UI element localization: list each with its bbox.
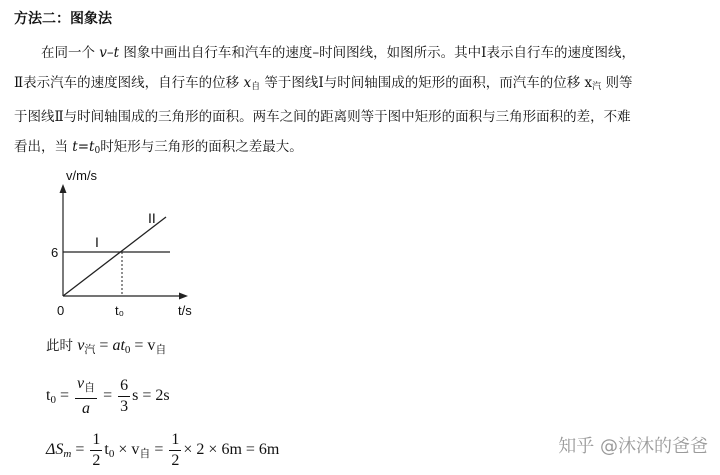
equation-area-difference [46, 430, 279, 471]
lhs: t [46, 387, 51, 405]
para-line-3: 于图线Ⅱ与时间轴围成的三角形的面积。两车之间的距离则等于图中矩形的面积与三角形面积的差，不难 [14, 109, 631, 125]
fraction-half [90, 430, 102, 471]
equals: = [55, 387, 73, 405]
para-line-2 [14, 68, 714, 102]
fraction-v-over-a [75, 374, 97, 419]
equals: = [150, 441, 168, 459]
subscript: 0 [124, 344, 131, 356]
result: × 2 × 6m = 6m [183, 441, 280, 459]
fraction-half [169, 430, 181, 471]
vt-graph [40, 168, 210, 323]
denominator: 2 [92, 452, 101, 469]
y-tick-6-label: 6 [51, 245, 59, 260]
subscript: 0 [94, 146, 101, 156]
denominator: a [82, 400, 91, 417]
subscript: 自 [84, 382, 96, 394]
line-II-label: II [148, 210, 156, 226]
eq-prefix: 此时 [46, 338, 78, 354]
denominator: 2 [171, 452, 180, 469]
subscript: 0 [50, 394, 56, 407]
var-x: x [243, 75, 252, 91]
equation-velocity [46, 334, 166, 357]
equals: = [99, 387, 117, 405]
para-line-1 [14, 38, 714, 68]
text: 则等 [601, 75, 633, 91]
var-v: v [76, 375, 85, 392]
subscript: 汽 [84, 344, 96, 356]
denominator: 3 [120, 398, 129, 415]
subscript: 0 [108, 448, 115, 461]
subscript: m [63, 448, 72, 461]
text: 看出，当 [14, 139, 73, 155]
var-t: t=t [72, 139, 95, 155]
numerator: 1 [169, 430, 181, 451]
y-axis-arrow [60, 184, 67, 193]
var-t: t [120, 337, 125, 354]
fraction-6-over-3 [118, 376, 130, 417]
var-t: t [104, 441, 109, 459]
equals: = [71, 441, 89, 459]
text: 图象中画出自行车和汽车的速度–时间图线，如图所示。其中Ⅰ表示自行车的速度图线， [119, 45, 635, 61]
numerator: 6 [118, 376, 130, 397]
para-line-4 [14, 132, 714, 166]
origin-label: 0 [57, 303, 65, 318]
x-axis-label: t/s [178, 303, 192, 318]
x-tick-t0-label: t₀ [115, 303, 125, 318]
subscript: 汽 [592, 82, 602, 92]
line-II-car [63, 217, 166, 296]
equals: = [95, 337, 113, 354]
var-vt: v–t [99, 45, 120, 61]
text: 在同一个 [41, 45, 100, 61]
subscript: 自 [139, 448, 151, 461]
lhs: ΔS [46, 441, 64, 459]
times-v: × v [114, 441, 140, 459]
numerator [75, 374, 97, 399]
watermark: 知乎 @沐沐的爸爸 [558, 436, 708, 457]
subscript: 自 [251, 82, 261, 92]
numerator: 1 [90, 430, 102, 451]
text: Ⅱ表示汽车的速度图线，自行车的位移 [14, 75, 244, 91]
text: 等于图线Ⅰ与时间轴围成的矩形的面积，而汽车的位移 [260, 75, 585, 91]
var-a: a [112, 337, 121, 354]
line-I-label: I [95, 234, 99, 250]
var-x: x [584, 75, 593, 91]
text: 时矩形与三角形的面积之差最大。 [100, 139, 303, 155]
var-v: v [77, 337, 85, 354]
equation-time [46, 374, 170, 419]
result: s = 2s [132, 387, 170, 405]
equals-v: = v [130, 337, 156, 354]
x-axis-arrow [179, 293, 188, 300]
section-heading: 方法二：图象法 [14, 11, 112, 27]
subscript: 自 [155, 344, 167, 356]
y-axis-label: v/m/s [66, 168, 98, 183]
explanation-paragraph [14, 38, 714, 166]
